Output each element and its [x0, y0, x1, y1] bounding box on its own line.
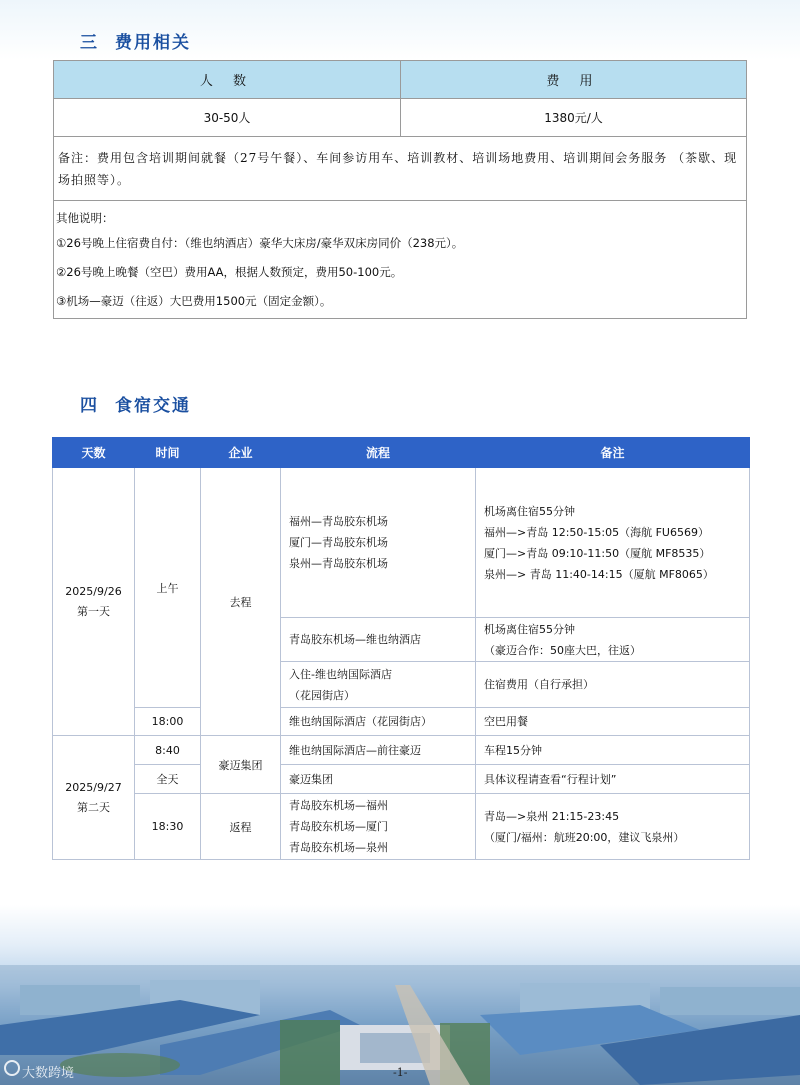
time-cell: 18:30 [135, 794, 201, 860]
flow-line: 福州—青岛胶东机场 [289, 515, 388, 528]
factory-illustration [0, 905, 800, 1085]
note-line: 泉州—> 青岛 11:40-14:15（厦航 MF8065） [484, 567, 714, 581]
schedule-header-time: 时间 [135, 438, 201, 468]
company-cell: 返程 [201, 794, 281, 860]
fee-table [53, 60, 747, 319]
fee-people-value: 30-50人 [54, 99, 401, 137]
note-cell: 住宿费用（自行承担） [476, 662, 750, 708]
flow-line: 入住-维也纳国际酒店 [289, 667, 392, 681]
company-cell: 豪迈集团 [201, 736, 281, 794]
schedule-header-company: 企业 [201, 438, 281, 468]
note-cell [476, 468, 750, 618]
note-line: 机场离住宿55分钟 [484, 622, 575, 636]
flow-line: 泉州—青岛胶东机场 [289, 557, 388, 570]
flow-cell [281, 794, 476, 860]
day-2-cell [53, 736, 135, 860]
flow-line: 厦门—青岛胶东机场 [289, 536, 388, 549]
note-line: （厦门/福州：航班20:00，建议飞泉州） [484, 830, 685, 844]
other-note-item: ③机场—豪迈（往返）大巴费用1500元（固定金额）。 [56, 294, 332, 308]
flow-line: 青岛胶东机场—泉州 [289, 841, 388, 854]
schedule-header-note: 备注 [476, 438, 750, 468]
day-1-date: 2025/9/26 [65, 584, 122, 598]
day-2-label: 第二天 [77, 800, 110, 814]
note-line: 厦门—>青岛 09:10-11:50（厦航 MF8535） [484, 546, 711, 560]
schedule-table [52, 437, 750, 860]
section-3-heading: 费用相关 [115, 33, 191, 53]
flow-line: 青岛胶东机场—福州 [289, 799, 388, 812]
other-note-item: ②26号晚上晚餐（空巴）费用AA，根据人数预定，费用50-100元。 [56, 265, 403, 279]
table-row [53, 708, 750, 736]
section-4-title [80, 391, 191, 416]
section-3-number: 三 [80, 33, 99, 53]
section-4-heading: 食宿交通 [115, 396, 191, 416]
day-1-label: 第一天 [77, 604, 110, 618]
table-row [53, 468, 750, 618]
note-line: 机场离住宿55分钟 [484, 504, 575, 518]
time-cell: 18:00 [135, 708, 201, 736]
flow-line: 青岛胶东机场—厦门 [289, 820, 388, 833]
flow-cell: 维也纳国际酒店—前往豪迈 [281, 736, 476, 765]
brand-logo-text: 大数跨境 [22, 1066, 75, 1081]
other-notes-title: 其他说明： [56, 211, 114, 225]
note-line: 青岛—>泉州 21:15-23:45 [484, 809, 620, 823]
flow-cell [281, 468, 476, 618]
note-cell [476, 794, 750, 860]
flow-cell: 维也纳国际酒店（花园街店） [281, 708, 476, 736]
day-2-date: 2025/9/27 [65, 780, 122, 794]
industrial-park-banner-image [0, 905, 800, 1085]
flow-cell: 豪迈集团 [281, 765, 476, 794]
time-cell: 上午 [135, 468, 201, 708]
note-line: 福州—>青岛 12:50-15:05（海航 FU6569） [484, 525, 709, 539]
fee-other-notes [54, 201, 747, 319]
other-note-item: ①26号晚上住宿费自付：（维也纳酒店）豪华大床房/豪华双床房同价（238元）。 [56, 236, 464, 250]
note-cell: 车程15分钟 [476, 736, 750, 765]
note-cell: 具体议程请查看“行程计划” [476, 765, 750, 794]
table-row [53, 765, 750, 794]
fee-header-people: 人 数 [54, 61, 401, 99]
flow-cell [281, 662, 476, 708]
day-1-cell [53, 468, 135, 736]
schedule-header-day: 天数 [53, 438, 135, 468]
page-number: -1- [393, 1066, 408, 1079]
fee-note: 备注：费用包含培训期间就餐（27号午餐）、车间参访用车、培训教材、培训场地费用、培训期间会务服务 （茶歇、现场拍照等）。 [54, 137, 747, 201]
time-cell: 8:40 [135, 736, 201, 765]
company-cell: 去程 [201, 468, 281, 736]
flow-cell: 青岛胶东机场—维也纳酒店 [281, 618, 476, 662]
note-cell: 空巴用餐 [476, 708, 750, 736]
brand-logo-icon [4, 1060, 20, 1076]
note-cell [476, 618, 750, 662]
time-cell: 全天 [135, 765, 201, 794]
table-row [53, 736, 750, 765]
fee-header-cost: 费 用 [401, 61, 747, 99]
fee-cost-value: 1380元/人 [401, 99, 747, 137]
section-4-number: 四 [80, 396, 99, 416]
table-row [53, 794, 750, 860]
flow-line: （花园街店） [289, 688, 355, 702]
note-line: （豪迈合作：50座大巴，往返） [484, 643, 641, 657]
section-3-title [80, 28, 191, 53]
schedule-header-flow: 流程 [281, 438, 476, 468]
